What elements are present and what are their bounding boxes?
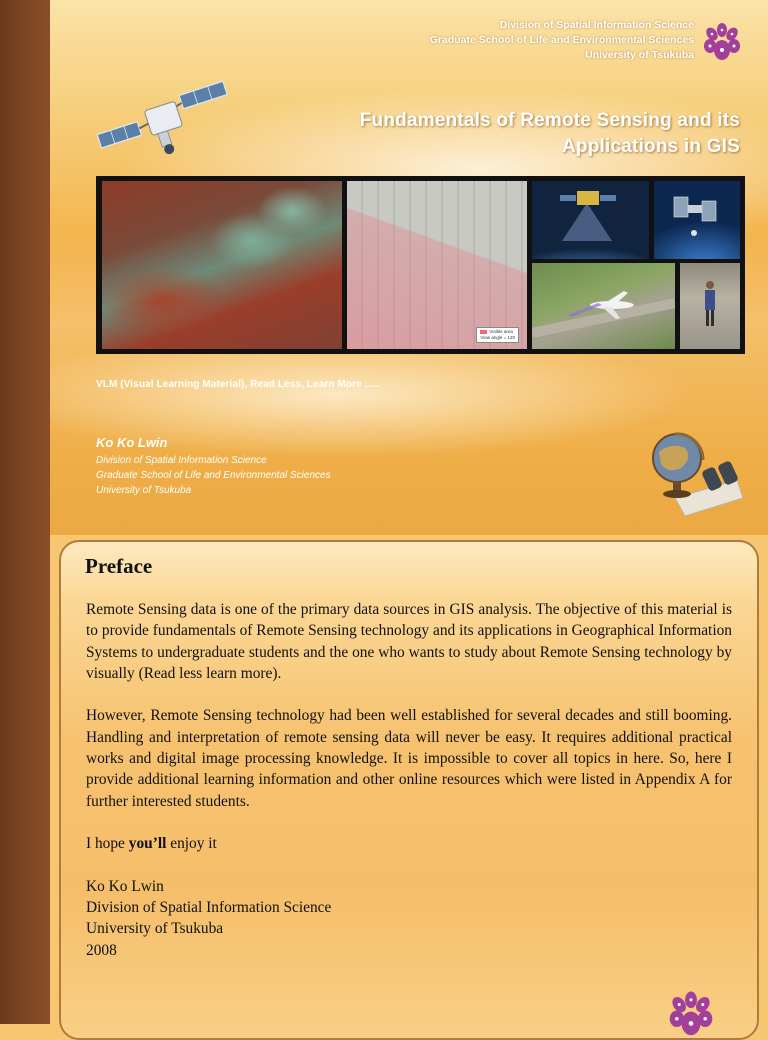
signature-division: Division of Spatial Information Science [86, 899, 332, 917]
satellite-icon [90, 75, 240, 165]
university-crest-footer-icon [665, 988, 717, 1040]
document-title-line2: Applications in GIS [562, 136, 740, 157]
author-school: Graduate School of Life and Environmental Sciences [96, 470, 331, 481]
field-survey-photo-image [680, 263, 740, 349]
remote-sensing-image-strip [96, 176, 745, 354]
preface-card [59, 540, 759, 1040]
legend-visible-area: Visible area [489, 329, 513, 334]
closing-prefix: I hope [86, 835, 129, 853]
institution-school: Graduate School of Life and Environmental Sciences [429, 34, 694, 46]
preface-paragraph-1: Remote Sensing data is one of the primary data sources in GIS analysis. The objective of this material is to provide fundamentals of Remote Sensing technology and its applications in Geographical Information Systems to undergraduate students and the one who wants to study about Remote Sensing technology by visually (Read less learn more). [86, 601, 732, 682]
globe-binoculars-icon [645, 428, 745, 518]
surveyor-icon [680, 263, 740, 349]
preface-body [86, 599, 732, 961]
author-division: Division of Spatial Information Science [96, 455, 267, 466]
author-university: University of Tsukuba [96, 485, 192, 496]
institution-header [430, 18, 694, 63]
earth-from-space-image [654, 181, 740, 259]
institution-division: Division of Spatial Information Science [499, 19, 694, 31]
legend-swatch-icon [480, 330, 487, 334]
satellite-scan-icon [532, 181, 649, 259]
tagline: VLM (Visual Learning Material), Read Less, Learn More ..... [96, 379, 380, 390]
institution-university: University of Tsukuba [585, 49, 694, 61]
aircraft-icon [532, 263, 675, 349]
preface-signature [86, 876, 732, 961]
closing-suffix: enjoy it [166, 835, 217, 853]
map-legend [476, 327, 519, 343]
cover-banner [50, 0, 768, 535]
author-block [96, 435, 331, 498]
legend-view-angle: View angle = 120 [480, 335, 515, 340]
preface-title: Preface [85, 554, 153, 578]
author-name: Ko Ko Lwin [96, 435, 168, 450]
satellite-false-color-image [102, 181, 342, 349]
closing-emphasis: you’ll [128, 835, 167, 853]
document-title-line1: Fundamentals of Remote Sensing and its [359, 110, 740, 131]
signature-university: University of Tsukuba [86, 920, 224, 938]
space-station-icon [654, 181, 740, 259]
signature-name: Ko Ko Lwin [86, 877, 164, 895]
university-crest-icon [700, 20, 744, 64]
document-title [360, 108, 740, 160]
visibility-analysis-map-image [347, 181, 527, 349]
book-spine [0, 0, 50, 1024]
preface-closing [86, 833, 732, 854]
satellite-orbit-image [532, 181, 649, 259]
aerial-photo-image [532, 263, 675, 349]
preface-paragraph-2: However, Remote Sensing technology had been well established for several decades and still booming. Handling and interpretation of remote sensing data will never be easy. It requires additional practical works and digital image processing knowledge. It is impossible to cover all topics in here. So, here I provide additional learning information and other online resources which were listed in Appendix A for further interested students. [86, 707, 732, 810]
signature-year: 2008 [86, 941, 117, 959]
